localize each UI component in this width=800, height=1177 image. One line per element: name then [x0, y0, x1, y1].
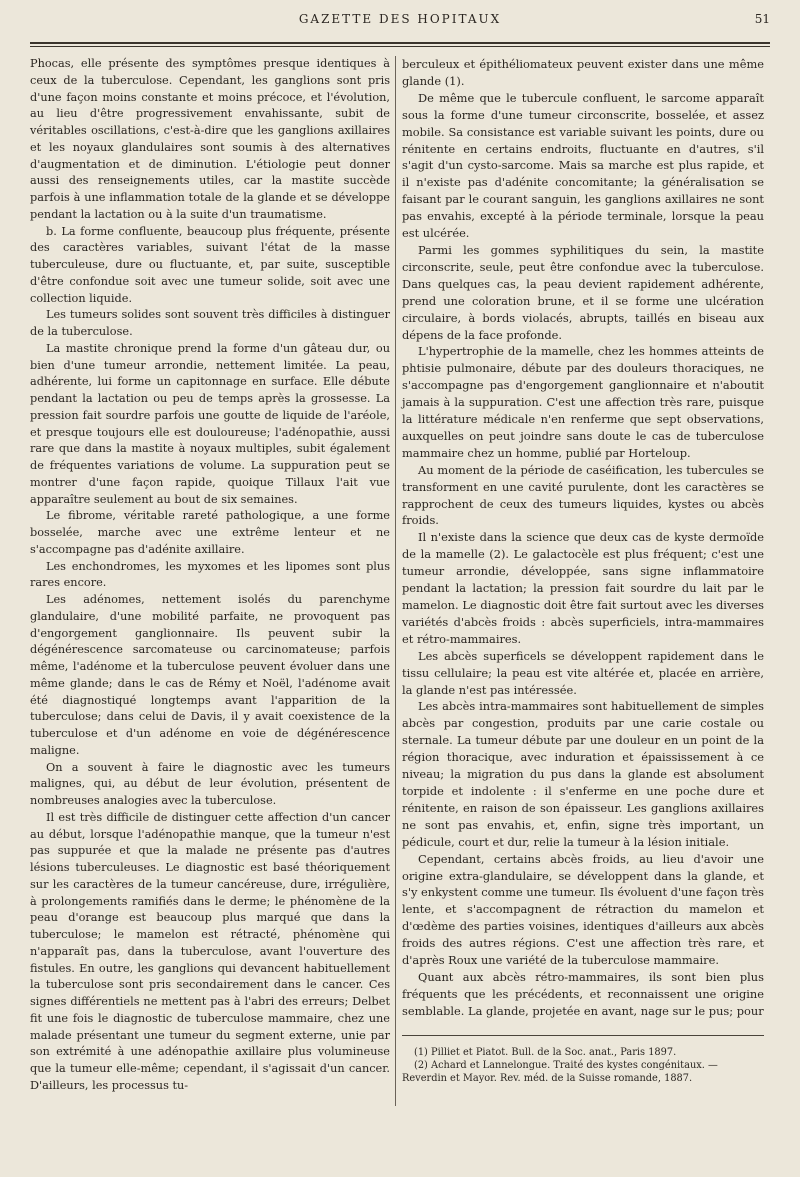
- page-number: 51: [754, 12, 770, 26]
- paragraph: Les adénomes, nettement isolés du parenchyme glandulaire, d'une mobilité parfaite, ne provoquent pas d'engorgement ganglionnaire. Ils peuvent subir la dégénérescence sarcomateuse ou carcinomateuse; parfois même, l'adénome et la tuberculose peuvent évoluer dans une même glande; dans le cas de Rémy et Noël, l'adénome avait été diagnostiqué longtemps avant l'apparition de la tuberculose; dans celui de Davis, il y avait coexistence de la tuberculose et d'un adénome en voie de dégénérescence maligne.: [30, 593, 390, 757]
- right-column: [402, 56, 764, 1020]
- paragraph: Les enchondromes, les myxomes et les lipomes sont plus rares encore.: [30, 559, 390, 590]
- paragraph: Parmi les gommes syphilitiques du sein, la mastite circonscrite, seule, peut être confondue avec la tuberculose. Dans quelques cas, la peau devient rapidement adhérente, prend une coloration brune, et il se forme une ulcération circulaire, à bords violacés, abrupts, taillés en biseau aux dépens de la face profonde.: [402, 242, 764, 342]
- paragraph: Au moment de la période de caséification, les tubercules se transforment en une cavité purulente, dont les caractères se rapprochent de ceux des tumeurs liquides, kystes ou abcès froids.: [402, 462, 764, 528]
- paragraph: La mastite chronique prend la forme d'un gâteau dur, ou bien d'une tumeur arrondie, nettement limitée. La peau, adhérente, lui forme un capitonnage en surface. Elle débute pendant la lactation ou peu de temps après la grossesse. La pression fait sourdre parfois une goutte de liquide de l'aréole, et presque toujours elle est douloureuse; l'adénopathie, aussi rare que dans la mastite à noyaux multiples, subit également de fréquentes variations de volume. La suppuration peut se montrer d'une façon rapide, quoique Tillaux l'ait vue apparaître seulement au bout de six semaines.: [30, 341, 390, 506]
- header-rule-thick: [30, 42, 770, 44]
- paragraph: b. La forme confluente, beaucoup plus fréquente, présente des caractères variables, suivant l'état de la masse tuberculeuse, dure ou fluctuante, et, par suite, susceptible d'être confondue soit avec une tumeur solide, soit avec une collection liquide.: [30, 224, 390, 305]
- paragraph: berculeux et épithéliomateux peuvent exister dans une même glande (1).: [402, 57, 764, 88]
- paragraph: Les abcès superficels se développent rapidement dans le tissu cellulaire; la peau est vite altérée et, placée en arrière, la glande n'est pas intéressée.: [402, 648, 764, 697]
- paragraph: Il est très difficile de distinguer cette affection d'un cancer au début, lorsque l'adénopathie manque, que la tumeur n'est pas suppurée et que la malade ne présente pas d'autres lésions tuberculeuses. Le diagnostic est basé théoriquement sur les caractères de la tumeur cancéreuse, dure, irrégulière, à prolongements ramifiés dans le derme; le phénomène de la peau d'orange est beaucoup plus marqué que dans la tuberculose; le mamelon est rétracté, phénomène qui n'apparaît pas, dans la tuberculose, avant l'ouverture des fistules. En outre, les ganglions qui devancent habituellement la tuberculose sont pris secondairement dans le cancer. Ces signes différentiels ne mettent pas à l'abri des erreurs; Delbet fit une fois le diagnostic de tuberculose mammaire, chez une malade présentant une tumeur du segment externe, unie par son extrémité à une adénopathie axillaire plus volumineuse que la tumeur elle-même; cependant, il s'agissait d'un cancer. D'ailleurs, les processus tu-: [30, 810, 390, 1092]
- footnotes: [402, 1035, 764, 1085]
- paragraph: Le fibrome, véritable rareté pathologique, a une forme bosselée, marche avec une extrême lenteur et ne s'accompagne pas d'adénite axillaire.: [30, 509, 390, 556]
- header-rule-thin: [30, 46, 770, 47]
- paragraph: Les tumeurs solides sont souvent très difficiles à distinguer de la tuberculose.: [30, 308, 390, 338]
- paragraph: On a souvent à faire le diagnostic avec les tumeurs malignes, qui, au début de leur évolution, présentent de nombreuses analogies avec la tuberculose.: [30, 760, 390, 807]
- paragraph: Phocas, elle présente des symptômes presque identiques à ceux de la tuberculose. Cependant, les ganglions sont pris d'une façon moins constante et moins précoce, et l'évolution, au lieu d'être progressivement envahissante, subit de véritables oscillations, c'est-à-dire que les ganglions axillaires et les noyaux glandulaires sont soumis à des alternatives d'augmentation et de diminution. L'étiologie peut donner aussi des renseignements utiles, car la mastite succède parfois à une inflammation totale de la glande et se développe pendant la lactation ou à la suite d'un traumatisme.: [30, 57, 390, 221]
- journal-title: GAZETTE DES HOPITAUX: [298, 12, 502, 26]
- paragraph: Cependant, certains abcès froids, au lieu d'avoir une origine extra-glandulaire, se développent dans la glande, et s'y enkystent comme une tumeur. Ils évoluent d'une façon très lente, et s'accompagnent de rétraction du mamelon et d'œdème des parties voisines, identiques d'ailleurs aux abcès froids des autres régions. C'est une affection très rare, et d'après Roux une variété de la tuberculose mammaire.: [402, 851, 764, 968]
- footnote: (2) Achard et Lannelongue. Traité des kystes congénitaux. — Reverdin et Mayor. Rev. méd. de la Suisse romande, 1887.: [402, 1060, 718, 1084]
- paragraph: Les abcès intra-mammaires sont habituellement de simples abcès par congestion, produits par une carie costale ou sternale. La tumeur débute par une douleur en un point de la région thoracique, avec induration et épaississement à ce niveau; la migration du pus dans la glande est absolument torpide et indolente : il s'enferme en une poche dure et rénitente, en raison de son épaisseur. Les ganglions axillaires ne sont pas envahis, et, enfin, signe très important, un pédicule, court et dur, relie la tumeur à la lésion initiale.: [402, 699, 764, 849]
- paragraph: Il n'existe dans la science que deux cas de kyste dermoïde de la mamelle (2). Le galactocèle est plus fréquent; c'est une tumeur arrondie, développée, sans signe inflammatoire pendant la lactation; la pression fait sourdre du lait par le mamelon. Le diagnostic doit être fait surtout avec les diverses variétés d'abcès froids : abcès superficiels, intra-mammaires et rétro-mammaires.: [402, 530, 764, 646]
- page-header: [30, 12, 770, 30]
- left-column: [30, 56, 390, 1095]
- paragraph: L'hypertrophie de la mamelle, chez les hommes atteints de phtisie pulmonaire, débute par des douleurs thoraciques, ne s'accompagne pas d'engorgement ganglionnaire et n'aboutit jamais à la suppuration. C'est une affection très rare, puisque la littérature médicale n'en renferme que sept observations, auxquelles on peut joindre sans doute le cas de tuberculose mammaire chez un homme, publié par Horteloup.: [402, 344, 764, 460]
- paragraph: Quant aux abcès rétro-mammaires, ils sont bien plus fréquents que les précédents, et reconnaissent une origine semblable. La glande, projetée en avant, nage sur le pus; pour: [402, 969, 764, 1018]
- paragraph: De même que le tubercule confluent, le sarcome apparaît sous la forme d'une tumeur circonscrite, bosselée, et assez mobile. Sa consistance est variable suivant les points, dure ou rénitente en certains endroits, fluctuante en d'autres, s'il s'agit d'un cysto-sarcome. Mais sa marche est plus rapide, et il n'existe pas d'adénite concomitante; la généralisation se faisant par le courant sanguin, les ganglions axillaires ne sont pas envahis, excepté à la période terminale, lorsque la peau est ulcérée.: [402, 90, 764, 241]
- footnote: (1) Pilliet et Piatot. Bull. de la Soc. anat., Paris 1897.: [414, 1047, 677, 1058]
- column-divider: [395, 56, 396, 1106]
